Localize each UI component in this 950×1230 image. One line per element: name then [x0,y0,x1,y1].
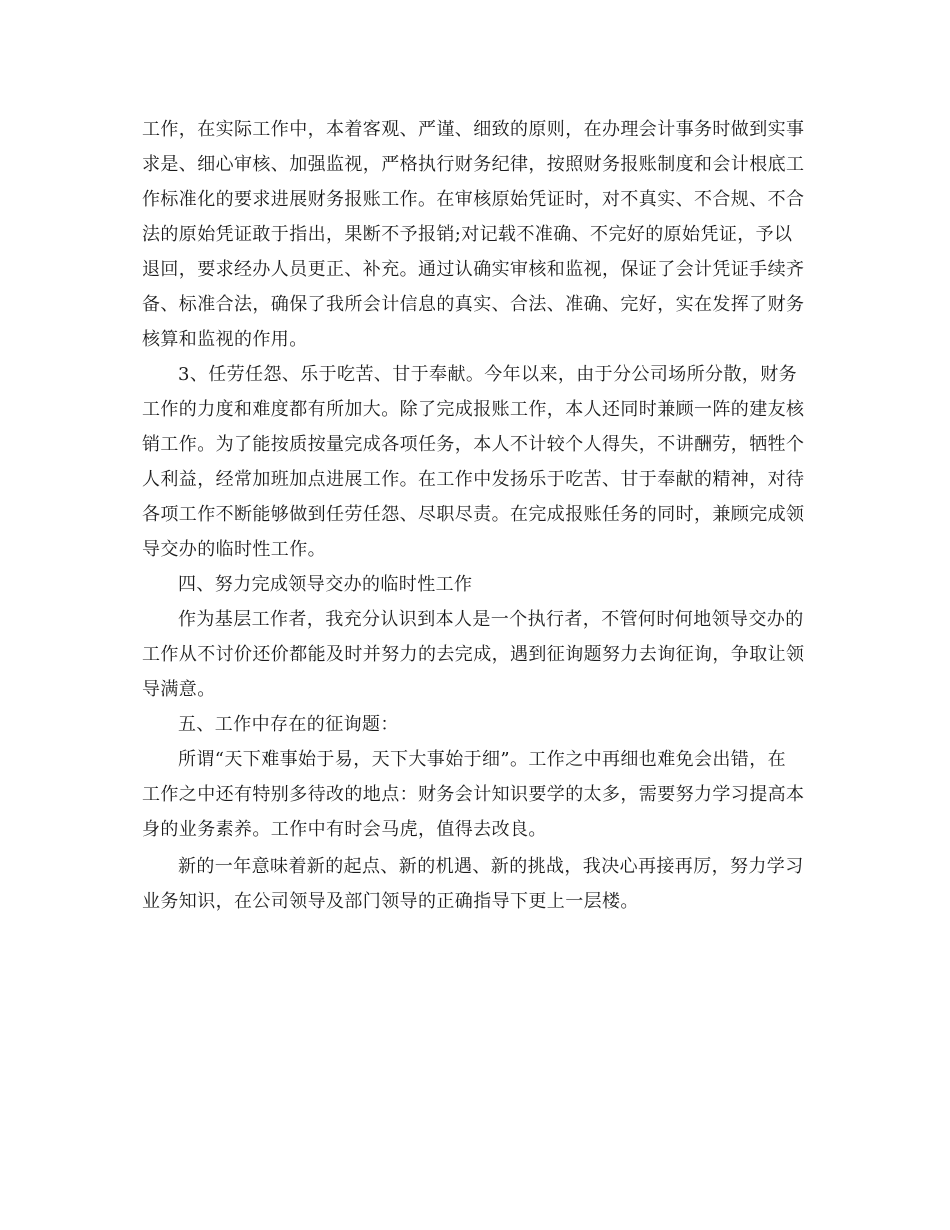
paragraph-start-line: 所谓“天下难事始于易，天下大事始于细”。工作之中再细也难免会出错，在 [178,749,787,770]
paragraph-start-line: 3、任劳任怨、乐于吃苦、甘于奉献。今年以来，由于分公司场所分散，财务 [178,364,798,385]
paragraph-start-line: 新的一年意味着新的起点、新的机遇、新的挑战，我决心再接再厉，努力学习 [178,856,804,877]
text-line-10: 销工作。为了能按质按量完成各项任务，本人不计较个人得失，不讲酬劳，牺牲个 [142,434,805,455]
text-line-5: 退回，要求经办人员更正、补充。通过认确实审核和监视，保证了会计凭证手续齐 [142,259,805,280]
text-line-21: 身的业务素养。工作中有时会马虎，值得去改良。 [142,819,547,840]
text-line-9: 工作的力度和难度都有所加大。除了完成报账工作，本人还同时兼顾一阵的建友核 [142,399,805,420]
section-heading: 四、努力完成领导交办的临时性工作 [178,574,473,595]
text-line-11: 人利益，经常加班加点进展工作。在工作中发扬乐于吃苦、甘于奉献的精神，对待 [142,469,805,490]
text-line-16: 工作从不讨价还价都能及时并努力的去完成，遇到征询题努力去询征询，争取让领 [142,644,805,665]
text-line-12: 各项工作不断能够做到任劳任怨、尽职尽责。在完成报账任务的同时，兼顾完成领 [142,504,805,525]
text-line-6: 备、标准合法，确保了我所会计信息的真实、合法、准确、完好，实在发挥了财务 [142,294,805,315]
text-line-17: 导满意。 [142,679,216,700]
text-line-1: 工作，在实际工作中，本着客观、严谨、细致的原则，在办理会计事务时做到实事 [142,119,805,140]
text-line-13: 导交办的临时性工作。 [142,539,326,560]
text-line-4: 法的原始凭证敢于指出，果断不予报销;对记载不准确、不完好的原始凭证，予以 [142,224,793,245]
text-line-23: 业务知识，在公司领导及部门领导的正确指导下更上一层楼。 [142,891,639,912]
text-line-3: 作标准化的要求进展财务报账工作。在审核原始凭证时，对不真实、不合规、不合 [142,189,805,210]
text-line-2: 求是、细心审核、加强监视，严格执行财务纪律，按照财务报账制度和会计根底工 [142,154,805,175]
text-line-20: 工作之中还有特别多待改的地点：财务会计知识要学的太多，需要努力学习提高本 [142,784,805,805]
text-line-7: 核算和监视的作用。 [142,329,308,350]
section-heading: 五、工作中存在的征询题： [178,714,399,735]
paragraph-start-line: 作为基层工作者，我充分认识到本人是一个执行者，不管何时何地领导交办的 [178,609,804,630]
